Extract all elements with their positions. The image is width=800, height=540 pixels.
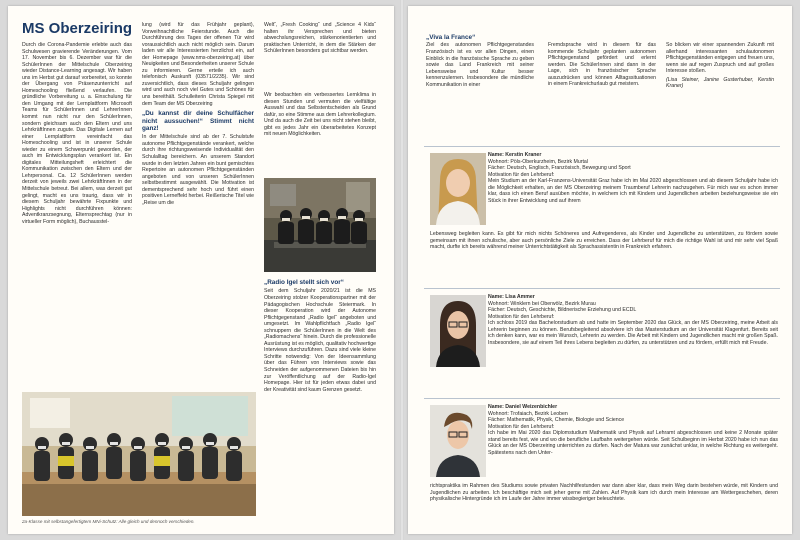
article-text: Ziel des autonomen Pflichtgegenstandes Französisch ist es vor allen Dingen, einen Einblick in die französische Sprache zu geben sowie das Land Frankreich mit seiner Lebensweise und Kultur besser kennenzulernen. Insbesondere die mündliche Kommunikation in einer bbox=[426, 42, 534, 88]
viva-la-france-title: „Viva la France“ bbox=[426, 34, 476, 41]
article-text: Fremdsprache wird in diesem für das kommende Schuljahr geplanten autonomen Pflichtgegenstand gefördert und erlernt werden. Die SchülerInnen sind dann in der Lage, sich in französischer Sprache auszudrücken und können Alltagssituationen in einem Frankreichurlaub gut meistern. bbox=[548, 42, 656, 88]
motivation-text: Ich schloss 2019 das Bachelorstudium ab und hatte im September 2020 das Glück, an der MS Oberzeiring, meine Arbeit als Lehrerin beginnen zu können. Berufsbegleitend absolviere ich das Masterstudium an der Universität Klagenfurt. Bereits seit ich denken kann, war es mein Wunsch, Lehrerin zu werden. Die Arbeit mit Kindern und Jugendlichen macht mir großen Spaß. Insbesondere, sie auf einem Teil ihres Lebens begleiten zu dürfen, zu unterstützen und zu fördern, erfüllt mich mit Freude. bbox=[488, 320, 778, 346]
article-text: lung (wird für das Frühjahr geplant), Vorweihnachtliche Feierstunde. Auch die Durchführung des Tages der offenen Tür wird voraussichtlich auch nicht möglich sein. Darum laden wir alle Interessierten herzlichst ein, auf der Homepage (www.nms-oberzeiring.at) über Neuigkeiten und Besonderheiten unserer Schule zu informieren. Gerne erteile ich auch telefonisch Auskunft (03571/2235). Wir sind zuversichtlich, dass dieses Schuljahr gelingen wird und auch noch viel Gutes und Schönes für uns bereithält. Schulleiterin Christa Spiegel mit dem Team der MS Oberzeiring bbox=[142, 22, 254, 107]
article-text: In der Mittelschule sind ab der 7. Schulstufe autonome Pflichtgegenstände verankert, welche durch ihre richtungsweisende Individualität den Schulalltag bereichern. An unserem Standort wurde in den letzten Jahren ein bunt gemischtes Repertoire an autonomen Pflichtgegenständen angeboten und von unseren SchülerInnen selbstbestimmt ausgewählt. Die Motivation ist dementsprechend sehr hoch und führt einen positiven Lerneffekt herbei. Reißerische Titel wie „Reise um die bbox=[142, 134, 254, 206]
teacher-subjects: Fächer: Deutsch, Geschichte, Bildnerische Erziehung und ECDL bbox=[488, 307, 637, 314]
article-column-2 bbox=[142, 22, 254, 387]
motivation-label: Motivation für den Lehrberuf: bbox=[488, 423, 555, 430]
class-photo bbox=[22, 392, 256, 516]
right-page bbox=[408, 6, 792, 534]
motivation-text: Ich habe im Mai 2020 das Diplomstudium Mathematik und Physik auf Lehramt abgeschlossen und keine 2 Monate später stand bereits fest, wie und wo die berufliche Laufbahn weitergehen würde. Seit Schulbeginn im Herbst 2020 habe ich nun das Glück an der MS Oberzeiring unterrichten zu dürfen. Nach der Matura war zunächst unklar, in welche Richtung es weitergeht. Spätestens nach den Unter- bbox=[488, 430, 778, 456]
teacher-name: Name: Daniel Weizenbichler bbox=[488, 404, 558, 410]
motivation-text-continued: Lebensweg begleiten kann. Es gibt für mich nichts Schöneres und Aufregenderes, als Kinder und Jugendliche zu unterstützen, zu fördern sowie gemeinsam mit ihnen schulische, aber auch persönliche Ziele zu erreichen. Dass der Lehrberuf für mich die richtige Wahl ist und mir sehr viel Spaß macht, durfte ich bereits während meiner Unterrichtstätigkeit als Sprachassistentin in Frankreich erfahren. bbox=[430, 231, 778, 251]
subheading-schulfaecher: „Du kannst dir deine Schulfächer nicht aussuchen!“ Stimmt nicht ganz! bbox=[142, 110, 254, 132]
teacher-name: Name: Lisa Ammer bbox=[488, 294, 535, 300]
teacher-details bbox=[488, 294, 778, 346]
viva-column-3 bbox=[666, 42, 774, 142]
motivation-text-continued: richtspraktika im Rahmen des Studiums sowie privaten Nachhilfestunden war dann aber klar, dass mein Weg darin bestehen würde, mit Kindern und Jugendlichen zu arbeiten. Ich beschäftige mich seit jeher gerne mit Zahlen. Auf Physik kam ich durch mein Interesse am Wettergeschehen, deren physikalische Hintergründe ich im Laufe der Jahre immer wissbegieriger beleuchtete. bbox=[430, 483, 778, 503]
article-column-1 bbox=[22, 42, 132, 387]
motivation-label: Motivation für den Lehrberuf: bbox=[488, 171, 555, 178]
article-column-3-bottom bbox=[264, 276, 376, 526]
article-text: Wir beobachten ein verbessertes Lernklima in diesen Stunden und vermuten die vielfältige Auswahl und das Selbstentscheiden als Grund dafür, so eine Stimme aus dem Lehrerkollegium. Und da auch die Zeit bei uns nicht stehen bleibt, gibt es jedes Jahr ein überarbeitetes Konzept mit neuen Möglichkeiten. bbox=[264, 92, 376, 138]
teacher-residence: Wohnort: Winklern bei Oberwölz, Bezirk Murau bbox=[488, 300, 596, 307]
teacher-subjects: Fächer: Mathematik, Physik, Chemie, Biologie und Science bbox=[488, 417, 625, 424]
teacher-profile-ammer bbox=[424, 288, 780, 389]
subheading-radio-igel: „Radio Igel stellt sich vor“ bbox=[264, 279, 344, 286]
teacher-portrait bbox=[430, 405, 486, 477]
author-signature: (Lisa Steiner, Janine Gusterhuber, Kerstin Kraner) bbox=[666, 76, 774, 90]
teacher-subjects: Fächer: Deutsch, Englisch, Französisch, Bewegung und Sport bbox=[488, 165, 631, 172]
article-text: So blicken wir einer spannenden Zukunft mit allerhand interessanten schulautonomen Pflichtgegenständen entgegen und freuen uns, wenn sie auf regen Zuspruch und auf großes Interesse stoßen. bbox=[666, 42, 774, 75]
teacher-profile-kraner bbox=[424, 146, 780, 277]
teacher-portrait bbox=[430, 153, 486, 225]
motivation-label: Motivation für den Lehrberuf: bbox=[488, 313, 555, 320]
article-column-3-mid bbox=[264, 92, 376, 174]
photo-caption: 2a-Klasse mit selbstangefertigtem MNi-Schutz: Alle gleich und dennoch verschieden. bbox=[22, 519, 195, 524]
article-text: Durch die Corona-Pandemie erlebte auch das Schulwesen gravierende Veränderungen. Vom 17. November bis 6. Dezember war für die SchülerInnen der Mittelschule Oberzeiring wieder Distance-Learning angesagt. Wir haben uns im Herbst gut darauf vorbereitet, so konnte der Übergang von Präsenzunterricht auf Homeschooling fließend verlaufen. Die gründliche Vorbereitung u. a. Einschulung für den Umgang mit der Lernplattform Microsoft Teams für SchülerInnen und LehrerInnen kommt nun nicht nur den SchülerInnen, sondern gleichsam auch den Eltern und uns LehrkräftInnen zugute. Das Digitale Lernen auf einer Lernplattform vereinfacht das Homeschooling und ist in unserer Schule wieder zu einem Schwerpunkt geworden, der auch im Entwicklungsplan verankert ist. Ein digitales Mitteilungsheft erleichtert die Kommunikation zwischen den Eltern und der Lehrpersonal. Ca. 12 SchülerInnen werden derzeit von jeweils zwei LehrkräftInnen in der Mittelschule betreut. Bei allem, was derzeit gut gelingt, macht es uns traurig, dass wir in diesem Schuljahr bewährte Fixpunkte und Highlights nicht durchführen können: Adventkranzsegnung, Elternsprechtag (nur in virtueller Form möglich), Buchausstel- bbox=[22, 42, 132, 225]
motivation-text: Mein Studium an der Karl-Franzens-Universität Graz habe ich im Mai 2020 abgeschlossen und ab diesem Schuljahr habe ich die Möglichkeit erhalten, an der MS Oberzeiring meinem Traumberuf Lehrerin nachzugehen. Für mich war es schon immer klar, dass ich einen Beruf ausüben möchte, in welchem ich mit Kindern und Jugendlichen arbeiten beziehungsweise sie ein Stück in ihrer Entwicklung und auf ihrem bbox=[488, 178, 778, 204]
radio-igel-photo bbox=[264, 178, 376, 272]
teacher-residence: Wohnort: Trofaiach, Bezirk Leoben bbox=[488, 410, 568, 417]
teacher-name: Name: Kerstin Kraner bbox=[488, 152, 542, 158]
teacher-profile-weizenbichler bbox=[424, 398, 780, 529]
page-title: MS Oberzeiring bbox=[22, 20, 133, 37]
teacher-details bbox=[488, 404, 778, 456]
teacher-portrait bbox=[430, 295, 486, 367]
viva-column-1 bbox=[426, 34, 534, 144]
article-column-3-top bbox=[264, 22, 376, 87]
article-text: Seit dem Schuljahr 2020/21 ist die MS Oberzeiring stolzer Kooperationspartner mit der Pädagogischen Hochschule Steiermark. In dieser Kooperation wird der Autonome Pflichtgegenstand „Radio Igel“ angeboten und umgesetzt. Im Wahlpflichtfach „Radio Igel“ schnuppern die SchülerInnen in die Welt des „Radiomachens“ hinein. Durch die professionelle Ausrüstung ist es möglich, qualitativ hochwertige Interviews durchzuführen. Dazu sind viele kleine Schritte notwendig: Von der Ideensammlung über das Führen von Interviews sowie das Schneiden der aufgenommenen Dateien bis hin zur Veröffentlichung auf der Radio-Igel Homepage. Hier ist für jeden etwas dabei und der Kreativität sind kaum Grenzen gesetzt. bbox=[264, 288, 376, 393]
left-page bbox=[8, 6, 394, 534]
teacher-residence: Wohnort: Pöls-Oberkurzheim, Bezirk Murtal bbox=[488, 158, 588, 165]
viva-column-2 bbox=[548, 42, 656, 142]
page-fold bbox=[400, 0, 404, 540]
article-text: Welt“, „Fresh Cooking“ und „Science 4 Kids“ halten ihr Versprechen und bieten abwechslungsreichen, stärkenorientierten und praktischen Unterricht, in dem die Stärken der SchülerInnen besonders gut sichtbar werden. bbox=[264, 22, 376, 55]
teacher-details bbox=[488, 152, 778, 204]
